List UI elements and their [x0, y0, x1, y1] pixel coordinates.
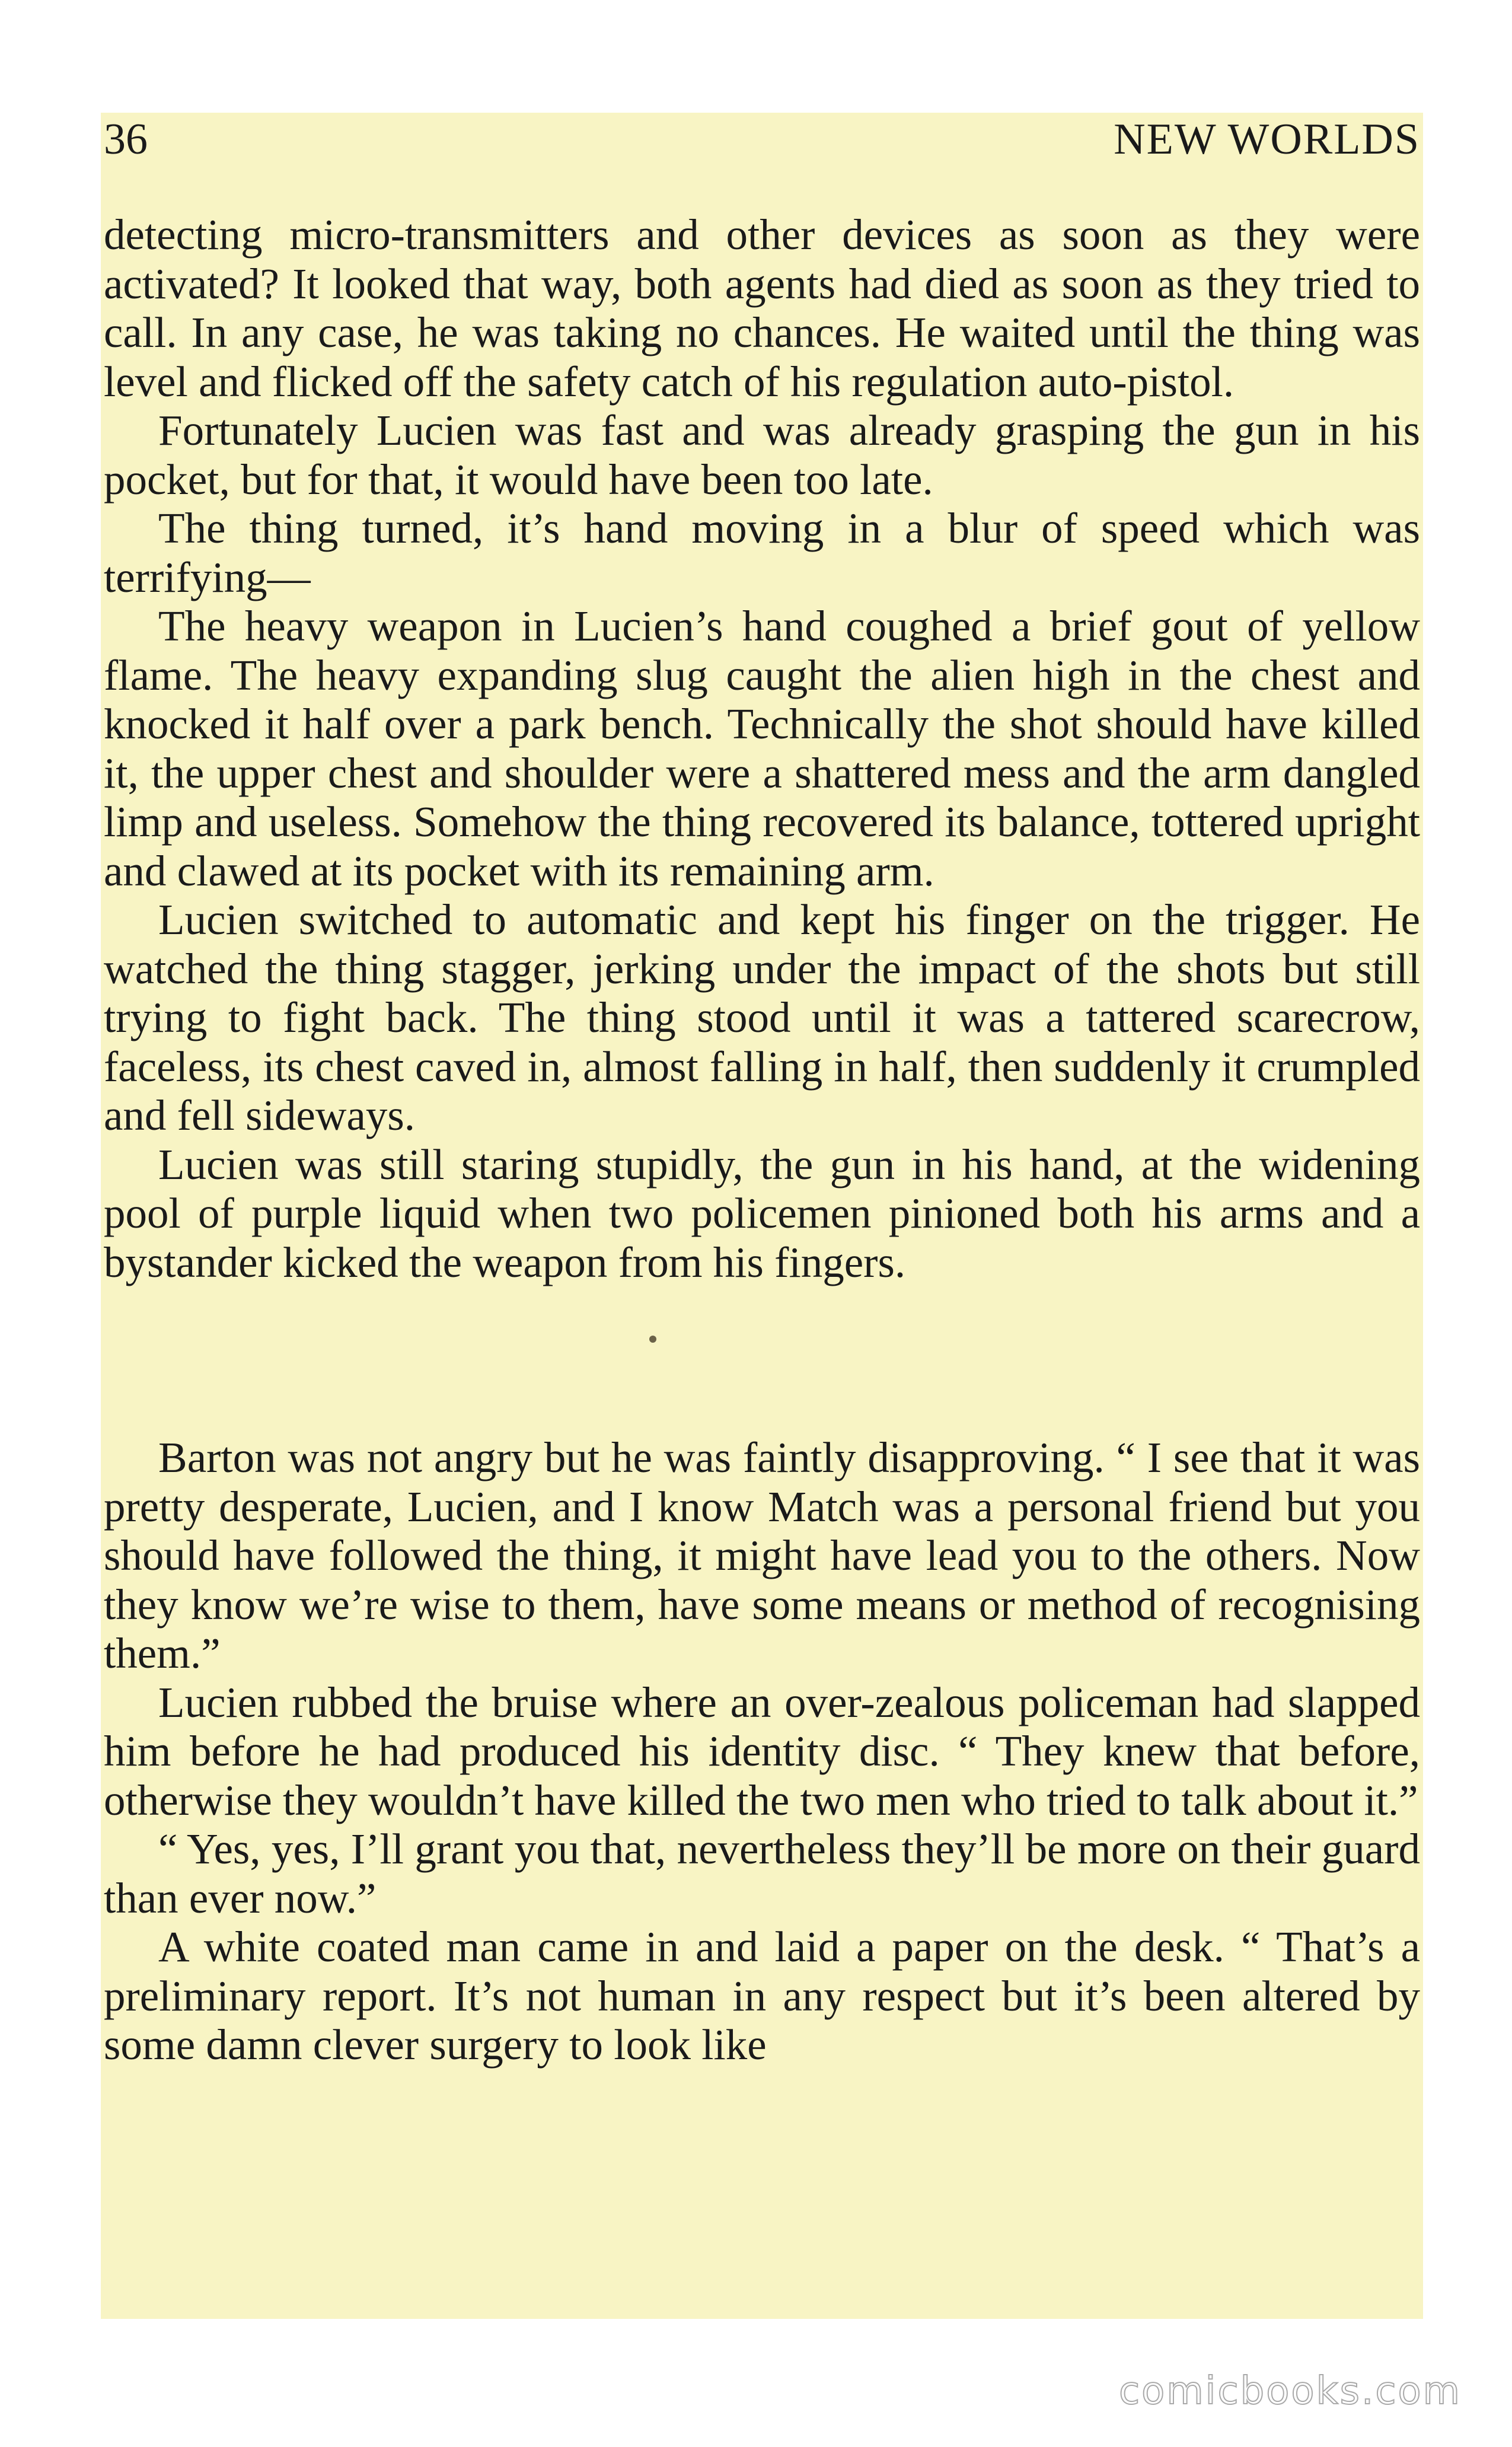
- running-title: NEW WORLDS: [1114, 114, 1420, 164]
- paragraph: The thing turned, it’s hand moving in a blur of speed which was terrifying—: [104, 504, 1420, 601]
- page-header: [104, 113, 1420, 166]
- paragraph: Fortunately Lucien was fast and was already grasping the gun in his pocket, but for that, it would have been too late.: [104, 406, 1420, 504]
- paragraph: detecting micro-transmitters and other devices as soon as they were activated? It looked that way, both agents had died as soon as they tried to call. In any case, he was taking no chances. He waited until the thing was level and flicked off the safety catch of his regulation auto-pistol.: [104, 211, 1420, 406]
- scene-break: [104, 1287, 1420, 1433]
- paragraph: A white coated man came in and laid a paper on the desk. “ That’s a preliminary report. It’s not human in any respect but it’s been altered by some damn clever surgery to look like: [104, 1923, 1420, 2069]
- watermark: comicbooks.com: [1118, 2369, 1462, 2413]
- paragraph: Lucien was still staring stupidly, the gun in his hand, at the widening pool of purple liquid when two policemen pinioned both his arms and a bystander kicked the weapon from his fingers.: [104, 1140, 1420, 1286]
- paragraph: Barton was not angry but he was faintly disapproving. “ I see that it was pretty desperate, Lucien, and I know Match was a personal friend but you should have followed the thing, it might have lead you to the others. Now they know we’re wise to them, have some means or method of recognising them.”: [104, 1433, 1420, 1677]
- story-text: [104, 211, 1420, 2070]
- paragraph: “ Yes, yes, I’ll grant you that, nevertheless they’ll be more on their guard than ever now.”: [104, 1825, 1420, 1922]
- paragraph: Lucien rubbed the bruise where an over-zealous policeman had slapped him before he had produced his identity disc. “ They knew that before, otherwise they wouldn’t have killed the two men who tried to talk about it.”: [104, 1678, 1420, 1824]
- scene-break-dot: [649, 1336, 656, 1343]
- paragraph: Lucien switched to automatic and kept his finger on the trigger. He watched the thing stagger, jerking under the impact of the shots but still trying to fight back. The thing stood until it was a tattered scarecrow, faceless, its chest caved in, almost falling in half, then suddenly it crumpled and fell sideways.: [104, 896, 1420, 1139]
- paragraph: The heavy weapon in Lucien’s hand coughed a brief gout of yellow flame. The heavy expanding slug caught the alien high in the chest and knocked it half over a park bench. Technically the shot should have killed it, the upper chest and shoulder were a shattered mess and the arm dangled limp and useless. Somehow the thing recovered its balance, tottered upright and clawed at its pocket with its remaining arm.: [104, 602, 1420, 895]
- page-number: 36: [104, 114, 148, 164]
